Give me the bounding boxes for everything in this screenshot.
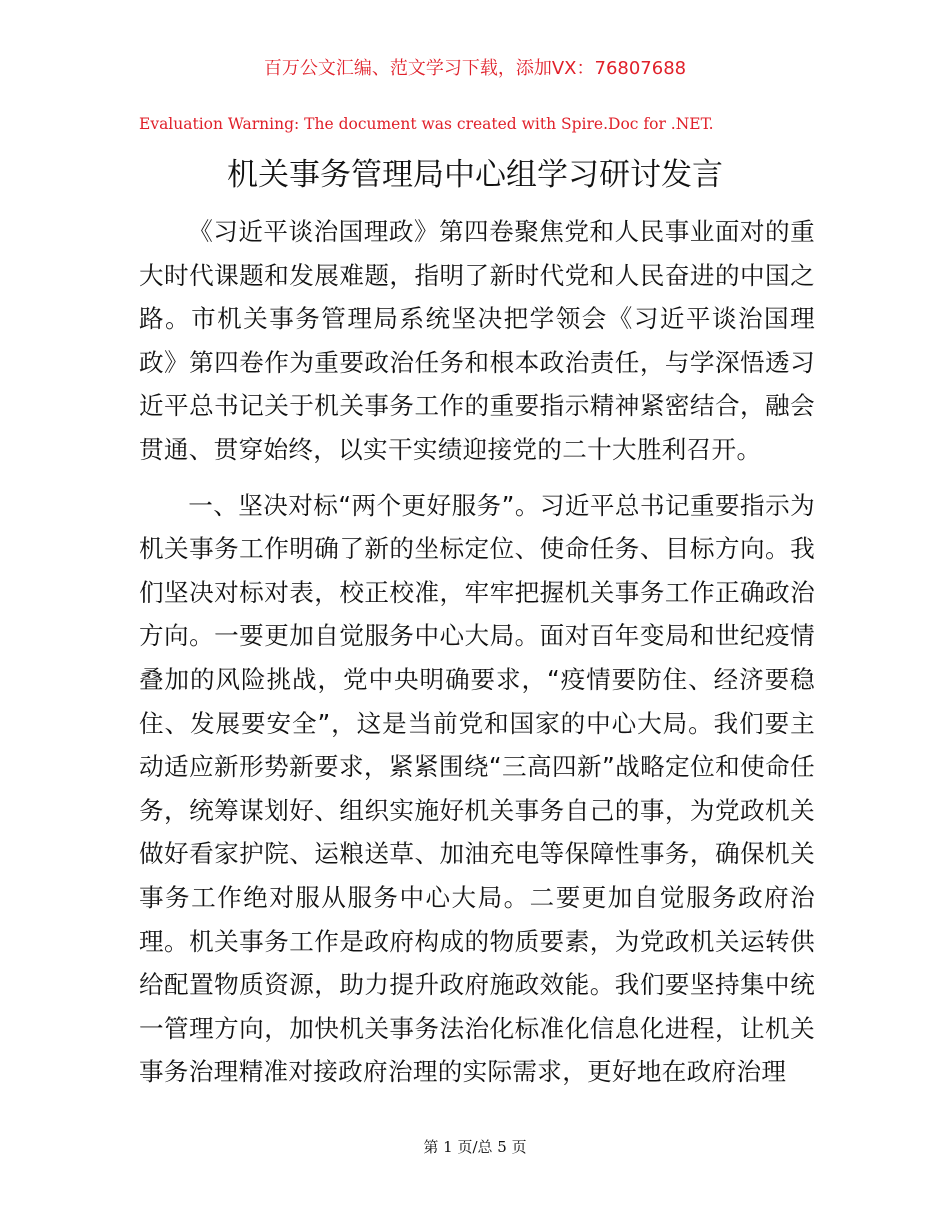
evaluation-warning: Evaluation Warning: The document was created with Spire.Doc for .NET. [139,115,714,133]
document-title: 机关事务管理局中心组学习研讨发言 [227,157,723,193]
promo-banner: 百万公文汇编、范文学习下载，添加VX：76807688 [263,58,687,79]
paragraph-intro: 《习近平谈治国理政》第四卷聚焦党和人民事业面对的重大时代课题和发展难题，指明了新时代党和人民奋进的中国之路。市机关事务管理局系统坚决把学领会《习近平谈治国理政》第四卷作为重要政治任务和根本政治责任，与学深悟透习近平总书记关于机关事务工作的重要指示精神紧密结合，融会贯通、贯穿始终，以实干实绩迎接党的二十大胜利召开。 [139,217,815,464]
page-number: 第 1 页/总 5 页 [423,1138,527,1156]
document-body [139,210,815,1094]
paragraph-section-one: 一、坚决对标“两个更好服务”。习近平总书记重要指示为机关事务工作明确了新的坐标定位、使命任务、目标方向。我们坚决对标对表，校正校准，牢牢把握机关事务工作正确政治方向。一要更加自觉服务中心大局。面对百年变局和世纪疫情叠加的风险挑战，党中央明确要求，“疫情要防住、经济要稳住、发展要安全”，这是当前党和国家的中心大局。我们要主动适应新形势新要求，紧紧围绕“三高四新”战略定位和使命任务，统筹谋划好、组织实施好机关事务自己的事，为党政机关做好看家护院、运粮送草、加油充电等保障性事务，确保机关事务工作绝对服从服务中心大局。二要更加自觉服务政府治理。机关事务工作是政府构成的物质要素，为党政机关运转供给配置物质资源，助力提升政府施政效能。我们要坚持集中统一管理方向，加快机关事务法治化标准化信息化进程，让机关事务治理精准对接政府治理的实际需求，更好地在政府治理 [139,490,815,1087]
